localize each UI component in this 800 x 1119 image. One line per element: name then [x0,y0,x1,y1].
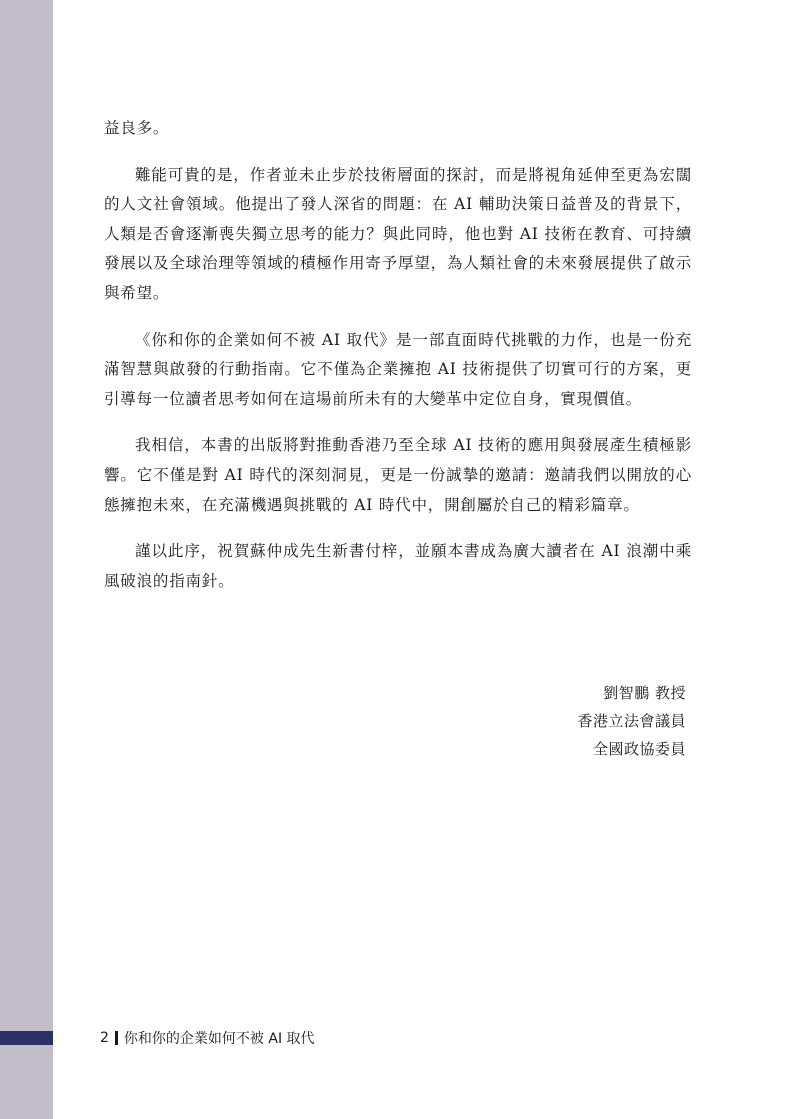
running-title: 你和你的企業如何不被 AI 取代 [123,1031,315,1047]
signature-title: 香港立法會議員 [577,712,686,730]
signature-block [577,679,686,763]
page-number: 2 [100,1030,109,1046]
paragraph-continuation: 益良多。 [104,119,170,137]
body-text [104,114,692,613]
page-footer [100,1028,315,1048]
footer-divider [115,1031,118,1045]
side-strip [0,0,53,1119]
signature-title: 全國政協委員 [592,740,686,758]
signature-name: 劉智鵬 教授 [603,684,686,702]
page-marker [0,1031,53,1045]
paragraph: 謹以此序，祝賀蘇仲成先生新書付梓，並願本書成為廣大讀者在 AI 浪潮中乘風破浪的指南針。 [104,542,692,590]
paragraph: 我相信，本書的出版將對推動香港乃至全球 AI 技術的應用與發展產生積極影響。它不僅是對 AI 時代的深刻洞見，更是一份誠摯的邀請：邀請我們以開放的心態擁抱未來，在充滿機遇與挑戰的 AI 時代中，開創屬於自己的精彩篇章。 [104,436,692,514]
paragraph: 難能可貴的是，作者並未止步於技術層面的探討，而是將視角延伸至更為宏闊的人文社會領域。他提出了發人深省的問題：在 AI 輔助決策日益普及的背景下，人類是否會逐漸喪失獨立思考的能力？與此同時，他也對 AI 技術在教育、可持續發展以及全球治理等領域的積極作用寄予厚望，為人類社會的未來發展提供了啟示與希望。 [104,165,692,302]
paragraph: 《你和你的企業如何不被 AI 取代》是一部直面時代挑戰的力作，也是一份充滿智慧與啟發的行動指南。它不僅為企業擁抱 AI 技術提供了切實可行的方案，更引導每一位讀者思考如何在這場前所未有的大變革中定位自身，實現價值。 [104,330,692,408]
